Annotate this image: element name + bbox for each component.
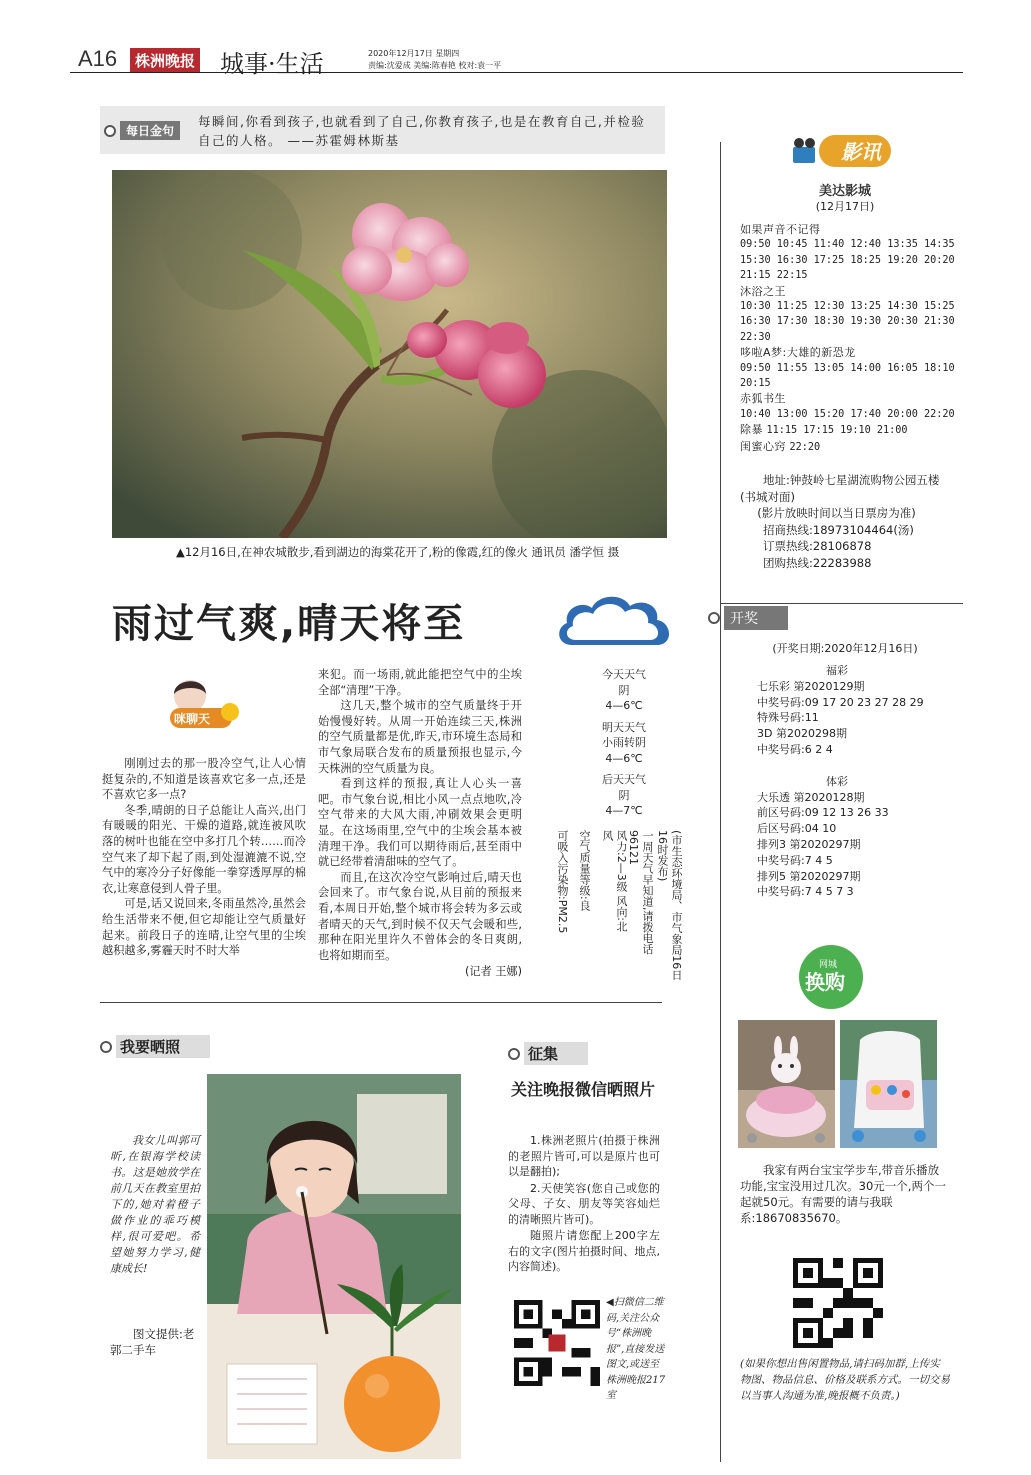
photo-section-text: 我女儿叫郭可昕,在银海学校读书。这是她放学在前几天在教室里拍下的,她对着橙子做作业的乖巧模样,很可爱吧。希望她努力学习,健康成长! (110, 1134, 200, 1275)
paper-logo: 株洲晚报 (130, 48, 200, 73)
weather-forecast (582, 667, 666, 819)
collect-item: 1.株洲老照片(拍摄于株洲的老照片皆可,可以是原片也可以是翻拍); (508, 1134, 660, 1178)
section-title: 城事·生活 (220, 50, 324, 78)
lottery-tag (708, 606, 788, 630)
headline: 雨过气爽,晴天将至 (112, 601, 466, 647)
today-temperature: 4—6℃ (605, 699, 643, 712)
cinema-address: 地址:钟鼓岭七星湖流购物公园五楼(书城对面) (740, 473, 940, 504)
sidebar-rule (720, 603, 963, 604)
girl-homework-photo (207, 1074, 461, 1459)
film-item: 除暴 11:15 17:15 19:10 21:00 (740, 423, 908, 437)
article-paragraph: 冬季,晴朗的日子总能让人高兴,出门有暖暖的阳光、干燥的道路,就连被风吹落的树叶也能在空中多打几个转……而冷空气来了却下起了雨,到处湿漉漉不说,空气中的寒冷分子好像能一拳穿透厚厚的棉衣,让寒意侵到人骨子里。 (102, 803, 306, 895)
film-item: 闺蜜心窍 22:20 (740, 439, 821, 453)
lottery-line: 中奖号码:6 2 4 (757, 742, 833, 756)
bullet-icon (708, 612, 720, 624)
lottery-line: 特殊号码:11 (757, 711, 819, 725)
hotline-ticket: 订票热线:28106878 (763, 539, 872, 553)
photo-section-credit: 图文提供:老郭二手车 (110, 1327, 195, 1357)
cinema-name: 美达影城 (818, 184, 871, 199)
tomorrow-temperature: 4—6℃ (605, 751, 643, 765)
bullet-icon (104, 125, 116, 137)
showtimes-list (740, 222, 955, 455)
article-paragraph-continued: 来犯。而一场雨,就此能把空气中的尘埃全部“清理”干净。 (318, 668, 522, 697)
lottery-date: (开奖日期:2020年12月16日) (772, 642, 918, 655)
lottery-line: 后区号码:04 10 (757, 822, 837, 836)
quote-text: 每瞬间,你看到孩子,也就看到了自己,你教育孩子,也是在教育自己,并检验自己的人格。 ——苏霍姆林斯基 (198, 114, 646, 148)
baby-walker-photo (840, 1020, 937, 1148)
lottery-line: 中奖号码:09 17 20 23 27 28 29 (757, 695, 924, 709)
page-number: A16 (78, 46, 118, 71)
photo-caption: ▲12月16日,在神农城散步,看到湖边的海棠花开了,粉的像霞,红的像火 通讯员 潘学恒 摄 (176, 545, 620, 559)
article-column-left (102, 756, 306, 959)
collect-qr-text: ◀扫微信二维码,关注公众号“株洲晚报”,直接发送图文,或送至株洲晚报217室 (606, 1297, 666, 1401)
column-badge (162, 672, 242, 746)
movie-logo (793, 133, 893, 173)
movie-logo-text: 影讯 (841, 140, 881, 164)
ticai-heading: 体彩 (826, 774, 848, 788)
qr-code-icon (514, 1300, 600, 1390)
section-rule (100, 1002, 662, 1003)
film-item: 如果声音不记得 09:50 10:45 11:40 12:40 13:35 14:35 15:30 16:30 17:25 18:25 19:20 20:20 21:15 22:15 (740, 223, 955, 282)
collect-body (508, 1133, 660, 1276)
cinema-date: (12月17日) (815, 200, 875, 213)
film-item: 赤狐书生 10:40 13:00 15:20 17:40 20:00 22:20 (740, 392, 955, 420)
weather-pollutant: 可吸入污染物:PM2.5 (556, 830, 569, 934)
swap-listing: 我家有两台宝宝学步车,带音乐播放功能,宝宝没用过几次。30元一个,两个一起就50元。有需要的请与我联系:18670835670。 (740, 1163, 946, 1225)
qr-code-icon (793, 1258, 883, 1352)
collect-tag-label: 征集 (524, 1042, 588, 1065)
collect-item: 2.天使笑容(您自己或您的父母、子女、朋友等笑容灿烂的清晰照片皆可)。 (508, 1181, 660, 1226)
lottery-line: 中奖号码:7 4 5 (757, 853, 833, 867)
swap-logo (797, 943, 865, 1015)
collect-title: 关注晚报微信晒照片 (510, 1080, 655, 1099)
article-paragraph: 看到这样的预报,真让人心头一喜吧。市气象台说,相比小风一点点地吹,冷空气带来的大风大雨,冲刷效果会更明显。在这场雨里,空气中的尘埃会基本被清理干净。我们可以期待雨后,甚至雨中就已经带着清甜味的空气了。 (318, 777, 522, 869)
tomorrow-condition: 小雨转阴 (602, 736, 646, 749)
collect-item: 随照片请您配上200字左右的文字(图片拍摄时间、地点,内容简述)。 (508, 1229, 660, 1273)
lottery-results (757, 663, 957, 900)
article-paragraph: 刚刚过去的那一股冷空气,让人心情挺复杂的,不知道是该喜欢它多一点,还是不喜欢它多一点? (102, 757, 306, 802)
film-item: 沐浴之王 10:30 11:25 12:30 13:25 14:30 15:25 16:30 17:30 18:30 19:30 20:30 21:30 22:30 (740, 284, 955, 343)
after-label: 后天天气 (602, 773, 646, 786)
tomorrow-label: 明天天气 (602, 720, 646, 734)
swap-logo-text: 换购 (805, 970, 845, 994)
after-condition: 阴 (618, 788, 630, 802)
lottery-line: 大乐透 第2020128期 (757, 790, 865, 804)
film-item: 哆啦A梦:大雄的新恐龙 09:50 11:55 13:05 14:00 16:05 18:10 20:15 (740, 346, 955, 390)
lottery-line: 3D 第2020298期 (757, 727, 847, 741)
collect-tag (508, 1042, 588, 1065)
article-byline: (记者 王娜) (464, 965, 522, 978)
weather-phone: 一周天气早知道,请拨电话96121 (627, 830, 654, 955)
lottery-line: 排列3 第2020297期 (757, 837, 861, 851)
today-label: 今天天气 (602, 668, 646, 681)
hotline-business: 招商热线:18973104464(汤) (763, 522, 914, 537)
bullet-icon (508, 1048, 520, 1060)
hotline-group: 团购热线:22283988 (763, 555, 872, 570)
baby-walker-photo (738, 1020, 835, 1148)
cloud-icon (552, 590, 677, 656)
lottery-line: 七乐彩 第2020129期 (757, 679, 865, 693)
sidebar-rule (720, 142, 721, 1462)
lottery-tag-label: 开奖 (724, 606, 788, 630)
weather-source: (市生态环境局、市气象局16日16时发布) (656, 830, 683, 981)
quote-tag (104, 121, 180, 140)
article-paragraph: 而且,在这次冷空气影响过后,晴天也会回来了。市气象台说,从目前的预报来看,本周日开始,整个城市将会转为多云或者晴天的天气,到时候不仅天气会暖和些,那种在阳光里许久不曾体会的冬日爽朗,也将如期而至。 (318, 870, 522, 962)
weather-wind: 风力:2—3级 风向:北风 (601, 830, 628, 932)
article-paragraph: 可是,话又说回来,冬雨虽然冷,虽然会给生活带来不便,但它却能让空气质量好起来。前段日子的连晴,让空气里的尘埃越积越多,雾霾天时不时大举 (102, 897, 306, 958)
issue-date: 2020年12月17日 星期四 (368, 49, 460, 58)
after-temperature: 4—7℃ (605, 804, 643, 817)
lottery-line: 排列5 第2020297期 (757, 869, 861, 883)
lottery-line: 前区号码:09 12 13 26 33 (757, 806, 889, 820)
photo-section-tag-label: 我要晒照 (116, 1035, 210, 1058)
article-column-right (318, 667, 522, 963)
lottery-line: 中奖号码:7 4 5 7 3 (757, 885, 854, 899)
bullet-icon (100, 1041, 112, 1053)
quote-tag-label: 每日金句 (120, 121, 180, 140)
swap-note: (如果你想出售闲置物品,请扫码加群,上传实物图、物品信息、价格及联系方式。一切交易以当事人沟通为准,晚报概不负责。) (740, 1358, 950, 1402)
issue-staff: 责编:沈爱成 美编:陈春艳 校对:袁一平 (368, 61, 502, 70)
column-badge-text: 咪聊天 (174, 712, 211, 726)
cinema-note: (影片放映时间以当日票房为准) (757, 506, 916, 520)
cinema-info (740, 472, 955, 571)
swap-logo-small: 网城 (819, 960, 838, 970)
weather-air-quality: 空气质量等级:良 (578, 830, 591, 911)
today-condition: 阴 (618, 683, 630, 697)
photo-section-tag (100, 1035, 210, 1058)
crabapple-blossom-photo (112, 170, 667, 538)
article-paragraph: 这几天,整个城市的空气质量终于开始慢慢好转。从周一开始连续三天,株洲的空气质量都是优,昨天,市环境生态局和市气象局联合发布的质量预报也显示,今天株洲的空气质量为良。 (318, 699, 522, 775)
header-rule (70, 72, 963, 73)
fucai-heading: 福彩 (826, 664, 848, 677)
